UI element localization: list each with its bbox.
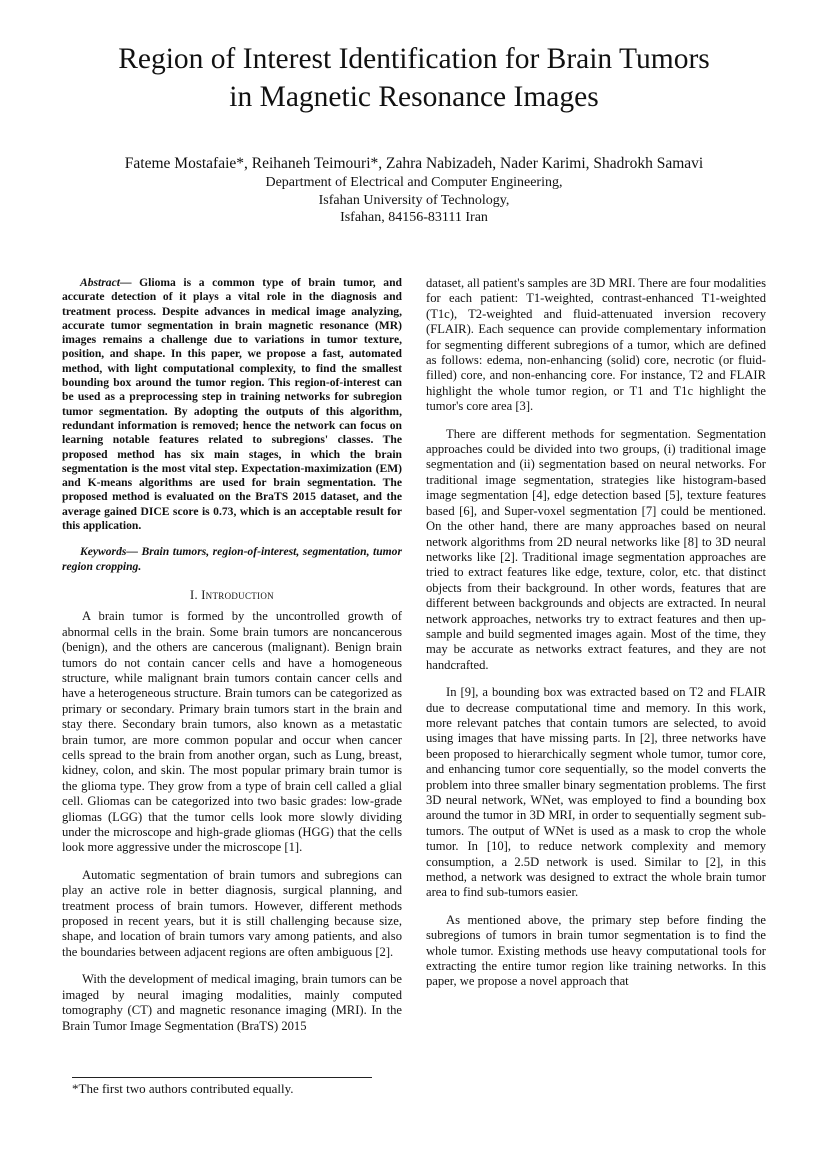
title-line-2: in Magnetic Resonance Images [229, 81, 599, 113]
section-heading-introduction: I. Introduction [190, 587, 274, 602]
abstract-label: Abstract— [80, 276, 132, 289]
right-paragraph-2: There are different methods for segmentation. Segmentation approaches could be divided into two groups, (i) traditional image segmentation and (ii) segmentation based on neural networks. For traditional image segmentation, strategies like histogram-based image segmentation [4], edge detection based [5], texture features based [6], and Super-voxel segmentation [7] could be mentioned. On the other hand, there are many approaches based on neural network algorithms from 2D neural networks like [8] to 3D neural networks like [2]. Traditional image segmentation approaches are tried to extract features like edge, texture, color, etc. that distinct objects from their background. In other words, features that are different between backgrounds and objects are extracted. In neural network approaches, networks try to extract features and then up-sample and build segmented images again. Most of the time, they may be accurate as networks extract features, and they are not handcrafted. [426, 426, 766, 672]
footnote: *The first two authors contributed equally. [72, 1081, 294, 1096]
author-list: Fateme Mostafaie*, Reihaneh Teimouri*, Zahra Nabizadeh, Nader Karimi, Shadrokh Samavi [124, 155, 704, 172]
affiliation-address: Isfahan, 84156-83111 Iran [340, 210, 488, 225]
paper-title [40, 40, 788, 116]
intro-paragraph-2: Automatic segmentation of brain tumors and subregions can play an active role in better diagnosis, surgical planning, and treatment process of brain tumors. However, different methods proposed in recent years, but it is still challenging because size, shape, and location of brain tumors vary among patients, and also the boundaries between adjacent regions are often ambiguous [2]. [62, 867, 402, 959]
title-line-1: Region of Interest Identification for Brain Tumors [118, 43, 710, 75]
affiliation [40, 174, 788, 227]
abstract [62, 276, 402, 533]
right-paragraph-3: In [9], a bounding box was extracted based on T2 and FLAIR due to decrease computational time and memory. In this work, more relevant patches that contain tumors are selected, to avoid using images that have missing parts. In [2], three networks have been proposed to hierarchically segment whole tumor, tumor core, and enhancing tumor core sequentially, so the model converts the problem into three smaller binary segmentation problems. The first 3D neural network, WNet, was employed to find a bounding box around the tumor in 3D MRI, in order to sequentially segment sub-tumors. The output of WNet is used as a mask to crop the whole tumor. In [10], to reduce network complexity and memory consumption, a 2.5D network is used. Similar to [2], in this method, a network was designed to extract the whole brain tumor area to find sub-tumors easier. [426, 685, 766, 900]
right-paragraph-4: As mentioned above, the primary step before finding the subregions of tumors in brain tumor segmentation is to find the whole tumor. Existing methods use heavy computational tools for extracting the entire tumor region like training networks. In this paper, we propose a novel approach that [426, 912, 766, 989]
abstract-text: Glioma is a common type of brain tumor, and accurate detection of it plays a vital role in the diagnosis and treatment process. Despite advances in medical image analyzing, accurate tumor segmentation in brain magnetic resonance (MR) images remains a challenge due to variations in tumor texture, position, and shape. In this paper, we propose a fast, automated method, with light computational complexity, to find the smallest bounding box around the tumor region. This region-of-interest can be used as a preprocessing step in training networks for subregion tumor segmentation. By adopting the outputs of this algorithm, redundant information is removed; hence the network can focus on learning notable features related to subregions' classes. The proposed method has six main stages, in which the brain segmentation is the most vital step. Expectation-maximization (EM) and K-means algorithms are used for brain segmentation. The proposed method is evaluated on the BraTS 2015 dataset, and the average gained DICE score is 0.73, which is an acceptable result for this application. [62, 276, 402, 533]
affiliation-university: Isfahan University of Technology, [318, 192, 510, 208]
footnote-divider [72, 1077, 372, 1078]
affiliation-department: Department of Electrical and Computer Engineering, [265, 175, 563, 190]
keywords: Keywords— Brain tumors, region-of-interest, segmentation, tumor region cropping. [62, 545, 402, 573]
intro-paragraph-3: With the development of medical imaging, brain tumors can be imaged by neural imaging modalities, mainly computed tomography (CT) and magnetic resonance imaging (MRI). In the Brain Tumor Image Segmentation (BraTS) 2015 [62, 972, 402, 1033]
right-paragraph-1: dataset, all patient's samples are 3D MRI. There are four modalities for each patient: T1-weighted, contrast-enhanced T1-weighted (T1c), T2-weighted and fluid-attenuated inversion recovery (FLAIR). Each sequence can provide complementary information for segmenting different subregions of a tumor, which are defined as follows: edema, non-enhancing (solid) core, necrotic (or fluid-filled) core, and non-enhancing core. For instance, T2 and FLAIR highlight the whole tumor region, or T1 and T1c highlight the tumor's core area [3]. [426, 276, 766, 414]
intro-paragraph-1: A brain tumor is formed by the uncontrolled growth of abnormal cells in the brain. Some brain tumors are noncancerous (benign), and the others are cancerous (malignant). Benign brain tumors do not contain cancer cells and have a homogeneous structure, while malignant brain tumors contain cancer cells and have a heterogeneous structure. Brain tumors can be categorized as primary or secondary. Primary brain tumors start in the brain and stay there. Secondary brain tumors, also known as a metastatic brain tumor, are more common popular and occur when cancer cells spread to the brain from another organ, such as Lung, breast, kidney, colon, and skin. The most popular primary brain tumor is the glioma type. They grow from a type of brain cell called a glial cell. Gliomas can be categorized into two basic grades: low-grade gliomas (LGG) that the tumor cells look more slowly dividing under the microscope and high-grade gliomas (HGG) that the cells look more aggressive under the microscope [1]. [62, 609, 402, 855]
left-column [62, 276, 402, 1046]
right-column [426, 276, 766, 1002]
